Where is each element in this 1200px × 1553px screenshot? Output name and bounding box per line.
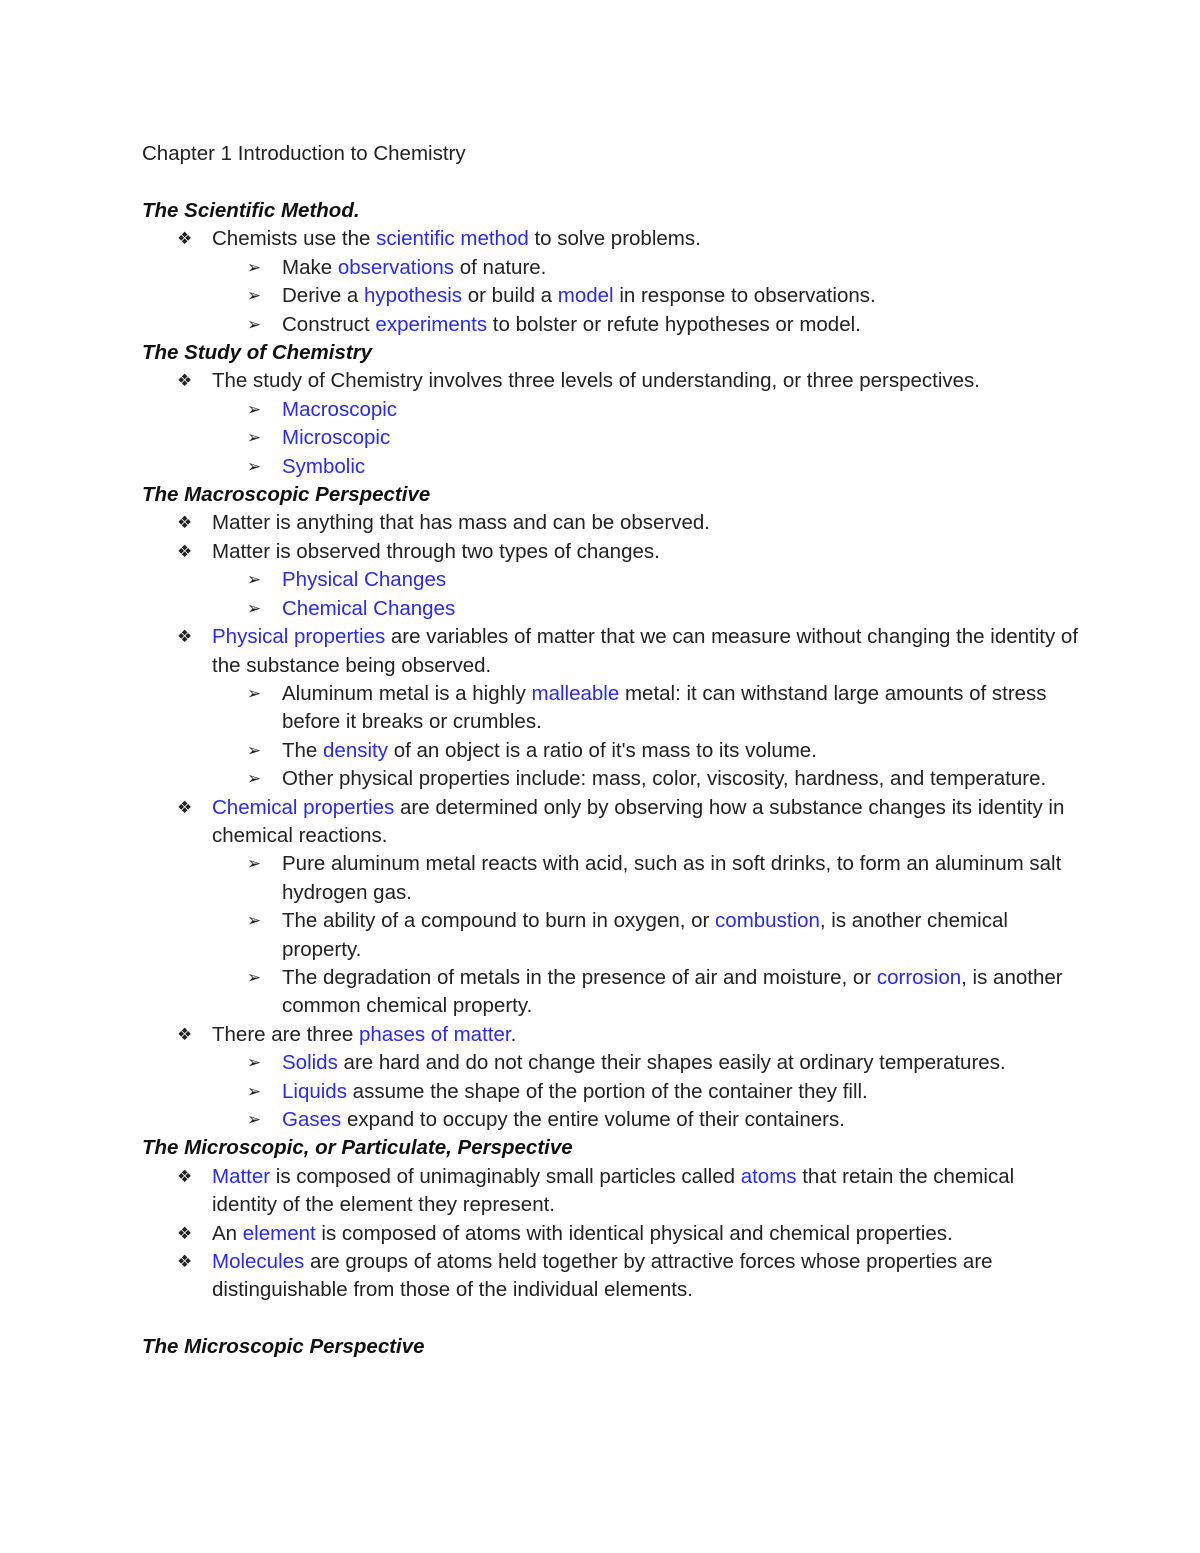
bullet-item bbox=[142, 538, 1082, 566]
key-term: hypothesis bbox=[364, 284, 463, 308]
body-text: are groups of atoms held together by attractive forces whose properties are distinguishable from those of the individual elements. bbox=[212, 1250, 993, 1302]
body-text: Chemists use the bbox=[212, 227, 377, 251]
section-heading: The Study of Chemistry bbox=[142, 341, 373, 365]
key-term: density bbox=[323, 738, 388, 762]
body-text: that retain the chemical identity of the element they represent. bbox=[212, 1164, 1015, 1217]
diamond-bullet-icon: ❖ bbox=[177, 371, 193, 391]
body-text: assume the shape of the portion of the container they fill. bbox=[346, 1079, 868, 1103]
body-text: An bbox=[212, 1221, 243, 1245]
arrow-bullet-icon: ➢ bbox=[247, 683, 262, 703]
key-term: Molecules bbox=[212, 1250, 305, 1274]
sub-bullet-item bbox=[142, 964, 1082, 1021]
sub-bullet-item bbox=[142, 765, 1082, 793]
arrow-bullet-icon: ➢ bbox=[247, 769, 262, 789]
diamond-bullet-icon: ❖ bbox=[177, 1252, 193, 1272]
bullet-item bbox=[142, 623, 1082, 680]
bullet-item bbox=[142, 794, 1082, 851]
key-term: Matter bbox=[212, 1164, 271, 1188]
diamond-bullet-icon: ❖ bbox=[177, 229, 193, 249]
section-heading: The Macroscopic Perspective bbox=[142, 483, 431, 507]
body-text: to solve problems. bbox=[528, 227, 701, 251]
body-text: of nature. bbox=[454, 255, 547, 279]
sub-bullet-item bbox=[142, 850, 1082, 907]
key-term: scientific method bbox=[376, 227, 529, 251]
page-title: Chapter 1 Introduction to Chemistry bbox=[142, 142, 466, 165]
key-term: Chemical Changes bbox=[282, 596, 456, 620]
arrow-bullet-icon: ➢ bbox=[247, 598, 262, 618]
sub-bullet-item bbox=[142, 680, 1082, 737]
body-text: are hard and do not change their shapes easily at ordinary temperatures. bbox=[337, 1051, 1006, 1075]
arrow-bullet-icon: ➢ bbox=[247, 1081, 262, 1101]
notes-content bbox=[142, 197, 1082, 1362]
diamond-bullet-icon: ❖ bbox=[177, 513, 193, 533]
body-text: or build a bbox=[462, 284, 558, 308]
arrow-bullet-icon: ➢ bbox=[247, 911, 262, 931]
arrow-bullet-icon: ➢ bbox=[247, 740, 262, 760]
key-term: element bbox=[242, 1221, 316, 1245]
diamond-bullet-icon: ❖ bbox=[177, 1223, 193, 1243]
body-text: Construct bbox=[282, 312, 376, 336]
section-heading: The Microscopic Perspective bbox=[142, 1335, 425, 1359]
sub-bullet-item bbox=[142, 907, 1082, 964]
sub-bullet-item bbox=[142, 737, 1082, 765]
arrow-bullet-icon: ➢ bbox=[247, 428, 262, 448]
sub-bullet-item bbox=[142, 595, 1082, 623]
bullet-item bbox=[142, 225, 1082, 253]
key-term: observations bbox=[337, 255, 455, 279]
body-text: Matter is observed through two types of changes. bbox=[212, 539, 660, 563]
diamond-bullet-icon: ❖ bbox=[177, 627, 193, 647]
bullet-item bbox=[142, 1248, 1082, 1305]
body-text: , is another common chemical property. bbox=[282, 965, 1063, 1018]
key-term: Solids bbox=[282, 1051, 338, 1075]
sub-bullet-item bbox=[142, 453, 1082, 481]
arrow-bullet-icon: ➢ bbox=[247, 286, 262, 306]
body-text: There are three bbox=[212, 1022, 359, 1046]
sub-bullet-item bbox=[142, 424, 1082, 452]
body-text: is composed of atoms with identical physical and chemical properties. bbox=[315, 1221, 953, 1245]
diamond-bullet-icon: ❖ bbox=[177, 541, 193, 561]
key-term: malleable bbox=[531, 681, 620, 705]
sub-bullet-item bbox=[142, 311, 1082, 339]
body-text: are variables of matter that we can measure without changing the identity of the substance being observed. bbox=[212, 625, 1079, 677]
bullet-item bbox=[142, 1220, 1082, 1248]
section-heading: The Scientific Method. bbox=[142, 199, 360, 222]
arrow-bullet-icon: ➢ bbox=[247, 967, 262, 987]
key-term: model bbox=[557, 284, 614, 308]
arrow-bullet-icon: ➢ bbox=[247, 1053, 262, 1073]
bullet-item bbox=[142, 367, 1082, 395]
key-term: phases of matter bbox=[359, 1022, 511, 1046]
diamond-bullet-icon: ❖ bbox=[177, 797, 193, 817]
body-text: to bolster or refute hypotheses or model. bbox=[487, 312, 861, 336]
arrow-bullet-icon: ➢ bbox=[247, 570, 262, 590]
body-text: Derive a bbox=[282, 284, 365, 308]
body-text: Aluminum metal is a highly bbox=[282, 681, 532, 705]
arrow-bullet-icon: ➢ bbox=[247, 1110, 262, 1129]
body-text: is composed of unimaginably small particles called bbox=[270, 1164, 741, 1188]
body-text: Other physical properties include: mass, color, viscosity, hardness, and temperature. bbox=[282, 767, 1047, 791]
key-term: corrosion bbox=[876, 965, 962, 989]
key-term: Gases bbox=[282, 1108, 342, 1131]
diamond-bullet-icon: ❖ bbox=[177, 1024, 193, 1044]
arrow-bullet-icon: ➢ bbox=[247, 399, 262, 419]
sub-bullet-item bbox=[142, 396, 1082, 424]
body-text: expand to occupy the entire volume of their containers. bbox=[341, 1108, 845, 1131]
bullet-item bbox=[142, 1163, 1082, 1220]
arrow-bullet-icon: ➢ bbox=[247, 257, 262, 277]
body-text: of an object is a ratio of it's mass to its volume. bbox=[388, 738, 817, 762]
body-text: metal: it can withstand large amounts of stress before it breaks or crumbles. bbox=[282, 681, 1047, 734]
arrow-bullet-icon: ➢ bbox=[247, 314, 262, 334]
body-text: Make bbox=[282, 255, 338, 279]
key-term: Symbolic bbox=[282, 454, 366, 478]
key-term: Chemical properties bbox=[212, 795, 395, 819]
key-term: Microscopic bbox=[282, 426, 391, 450]
key-term: Physical properties bbox=[212, 625, 386, 649]
arrow-bullet-icon: ➢ bbox=[247, 456, 262, 476]
body-text: in response to observations. bbox=[613, 284, 876, 308]
key-term: atoms bbox=[740, 1164, 797, 1188]
body-text: , is another chemical property. bbox=[282, 909, 1008, 961]
sub-bullet-item bbox=[142, 566, 1082, 594]
body-text: Pure aluminum metal reacts with acid, such as in soft drinks, to form an aluminum salt hydrogen gas. bbox=[282, 852, 1062, 904]
key-term: Physical Changes bbox=[282, 568, 447, 592]
body-text: The bbox=[282, 738, 324, 762]
sub-bullet-item bbox=[142, 1106, 1082, 1134]
key-term: experiments bbox=[375, 312, 488, 336]
key-term: Macroscopic bbox=[282, 397, 398, 421]
section-heading: The Microscopic, or Particulate, Perspective bbox=[142, 1136, 573, 1160]
key-term: combustion bbox=[715, 909, 820, 933]
sub-bullet-item bbox=[142, 254, 1082, 282]
body-text: The degradation of metals in the presence of air and moisture, or bbox=[282, 965, 877, 989]
bullet-item bbox=[142, 1021, 1082, 1049]
arrow-bullet-icon: ➢ bbox=[247, 854, 262, 874]
sub-bullet-item bbox=[142, 282, 1082, 310]
key-term: Liquids bbox=[282, 1079, 347, 1103]
bullet-item bbox=[142, 509, 1082, 537]
body-text: Matter is anything that has mass and can be observed. bbox=[212, 511, 710, 535]
body-text: The study of Chemistry involves three levels of understanding, or three perspectives. bbox=[212, 369, 980, 393]
body-text: are determined only by observing how a substance changes its identity in chemical reactions. bbox=[212, 795, 1065, 847]
body-text: . bbox=[510, 1022, 517, 1046]
body-text: The ability of a compound to burn in oxygen, or bbox=[282, 909, 716, 933]
sub-bullet-item bbox=[142, 1049, 1082, 1077]
sub-bullet-item bbox=[142, 1078, 1082, 1106]
diamond-bullet-icon: ❖ bbox=[177, 1166, 193, 1186]
